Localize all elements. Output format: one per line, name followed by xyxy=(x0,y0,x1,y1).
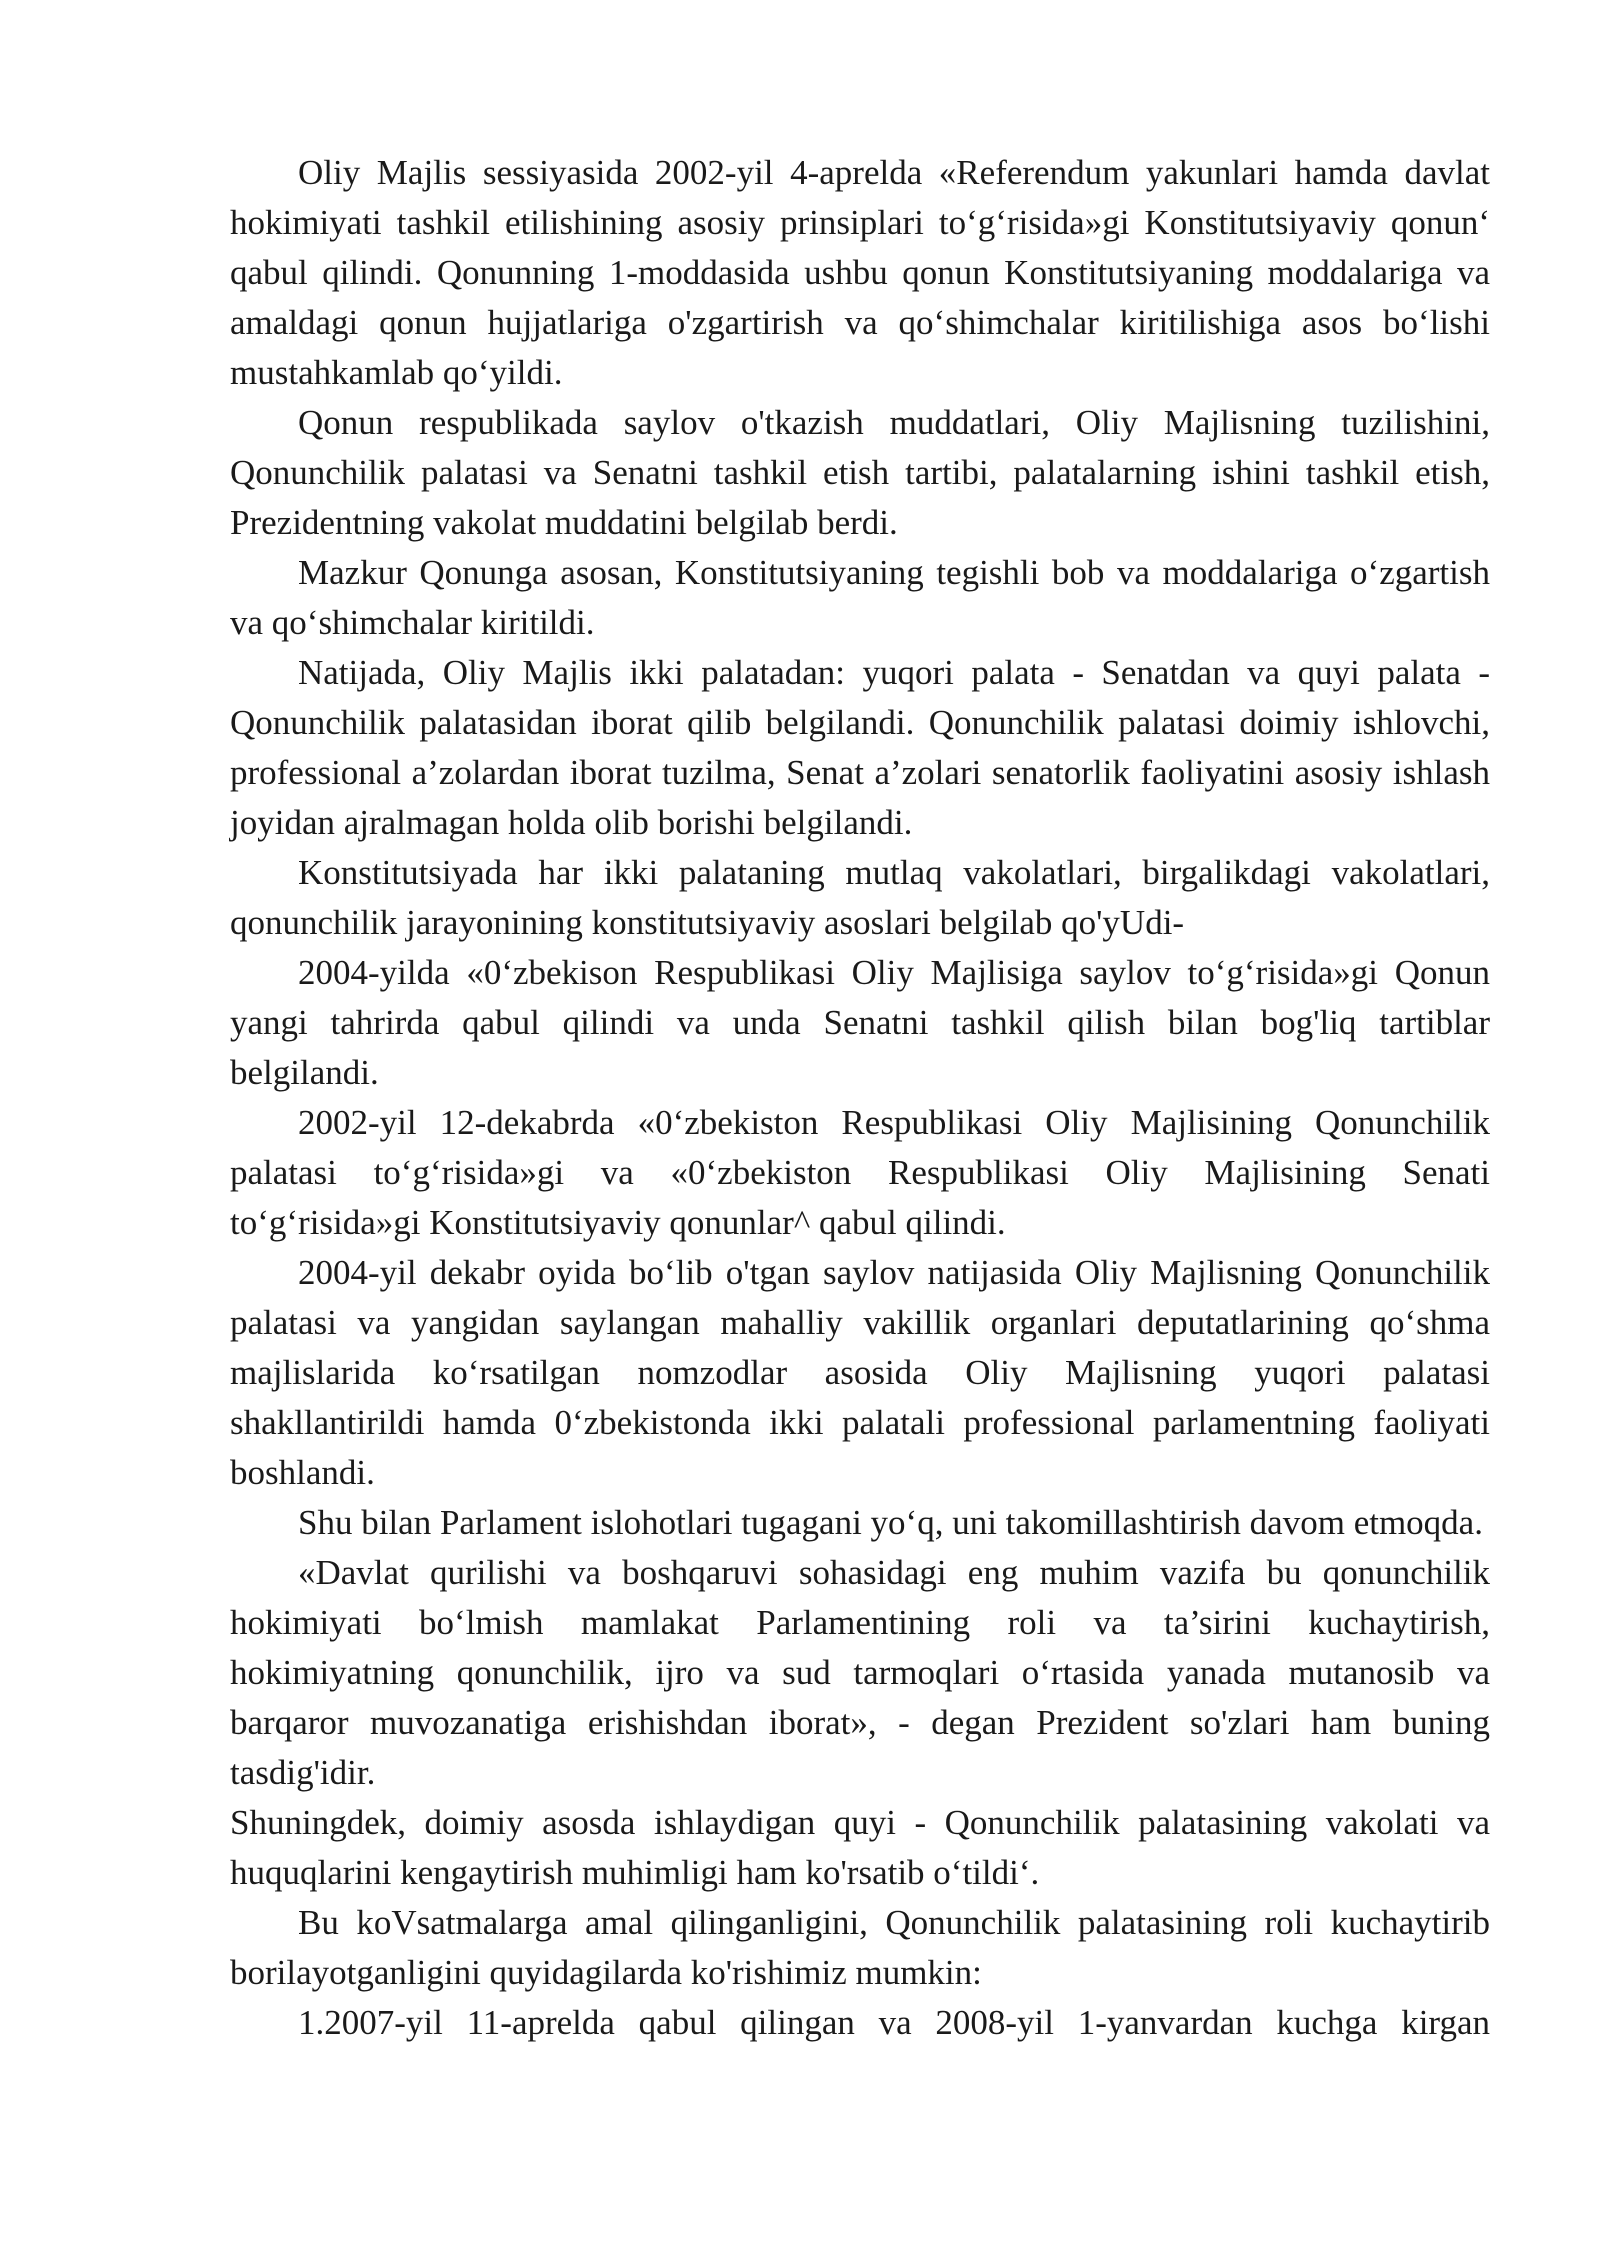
document-page xyxy=(230,148,1490,2048)
paragraph-3: Mazkur Qonunga asosan, Konstitutsiyaning tegishli bob va moddalariga o‘zgartish va qo‘shimchalar kiritildi. xyxy=(230,553,1490,642)
paragraph-12: Bu koVsatmalarga amal qilinganligini, Qonunchilik palatasining roli kuchaytirib borilayotganligini quyidagilarda ko'rishimiz mumkin: xyxy=(230,1903,1490,1992)
paragraph-9: Shu bilan Parlament islohotlari tugagani yo‘q, uni takomillashtirish davom etmoqda. xyxy=(298,1503,1483,1542)
paragraph-8: 2004-yil dekabr oyida bo‘lib o'tgan saylov natijasida Oliy Majlisning Qonunchilik palatasi va yangidan saylangan mahalliy vakillik organlari deputatlarining qo‘shma majlislarida ko‘rsatilgan nomzodlar asosida Oliy Majlisning yuqori palatasi shakllantirildi hamda 0‘zbekistonda ikki palatali professional parlamentning faoliyati boshlandi. xyxy=(230,1253,1490,1492)
paragraph-5: Konstitutsiyada har ikki palataning mutlaq vakolatlari, birgalikdagi vakolatlari, qonunchilik jarayonining konstitutsiyaviy asoslari belgilab qo'yUdi- xyxy=(230,853,1490,942)
paragraph-10: «Davlat qurilishi va boshqaruvi sohasidagi eng muhim vazifa bu qonunchilik hokimiyati bo‘lmish mamlakat Parlamentining roli va ta’sirini kuchaytirish, hokimiyatning qonunchilik, ijro va sud tarmoqlari o‘rtasida yanada mutanosib va barqaror muvozanatiga erishishdan iborat», - degan Prezident so'zlari ham buning tasdig'idir. xyxy=(230,1553,1490,1792)
paragraph-1: Oliy Majlis sessiyasida 2002-yil 4-aprelda «Referendum yakunlari hamda davlat hokimiyati tashkil etilishining asosiy prinsiplari to‘g‘risida»gi Konstitutsiyaviy qonun‘ qabul qilindi. Qonunning 1-moddasida ushbu qonun Konstitutsiyaning moddalariga va amaldagi qonun hujjatlariga o'zgartirish va qo‘shimchalar kiritilishiga asos bo‘lishi mustahkamlab qo‘yildi. xyxy=(230,153,1490,392)
paragraph-4: Natijada, Oliy Majlis ikki palatadan: yuqori palata - Senatdan va quyi palata - Qonunchilik palatasidan iborat qilib belgilandi. Qonunchilik palatasi doimiy ishlovchi, professional a’zolardan iborat tuzilma, Senat a’zolari senatorlik faoliyatini asosiy ishlash joyidan ajralmagan holda olib borishi belgilandi. xyxy=(230,653,1490,842)
paragraph-6: 2004-yilda «0‘zbekison Respublikasi Oliy Majlisiga saylov to‘g‘risida»gi Qonun yangi tahrirda qabul qilindi va unda Senatni tashkil qilish bilan bog'liq tartiblar belgilandi. xyxy=(230,953,1490,1092)
paragraph-11: Shuningdek, doimiy asosda ishlaydigan quyi - Qonunchilik palatasining vakolati va huquqlarini kengaytirish muhimligi ham ko'rsatib o‘tildi‘. xyxy=(230,1803,1490,1892)
paragraph-7: 2002-yil 12-dekabrda «0‘zbekiston Respublikasi Oliy Majlisining Qonunchilik palatasi to‘g‘risida»gi va «0‘zbekiston Respublikasi Oliy Majlisining Senati to‘g‘risida»gi Konstitutsiyaviy qonunlar^ qabul qilindi. xyxy=(230,1103,1490,1242)
paragraph-2: Qonun respublikada saylov o'tkazish muddatlari, Oliy Majlisning tuzilishini, Qonunchilik palatasi va Senatni tashkil etish tartibi, palatalarning ishini tashkil etish, Prezidentning vakolat muddatini belgilab berdi. xyxy=(230,403,1490,542)
paragraph-13: 1.2007-yil 11-aprelda qabul qilingan va 2008-yil 1-yanvardan kuchga kirgan xyxy=(298,2003,1490,2042)
